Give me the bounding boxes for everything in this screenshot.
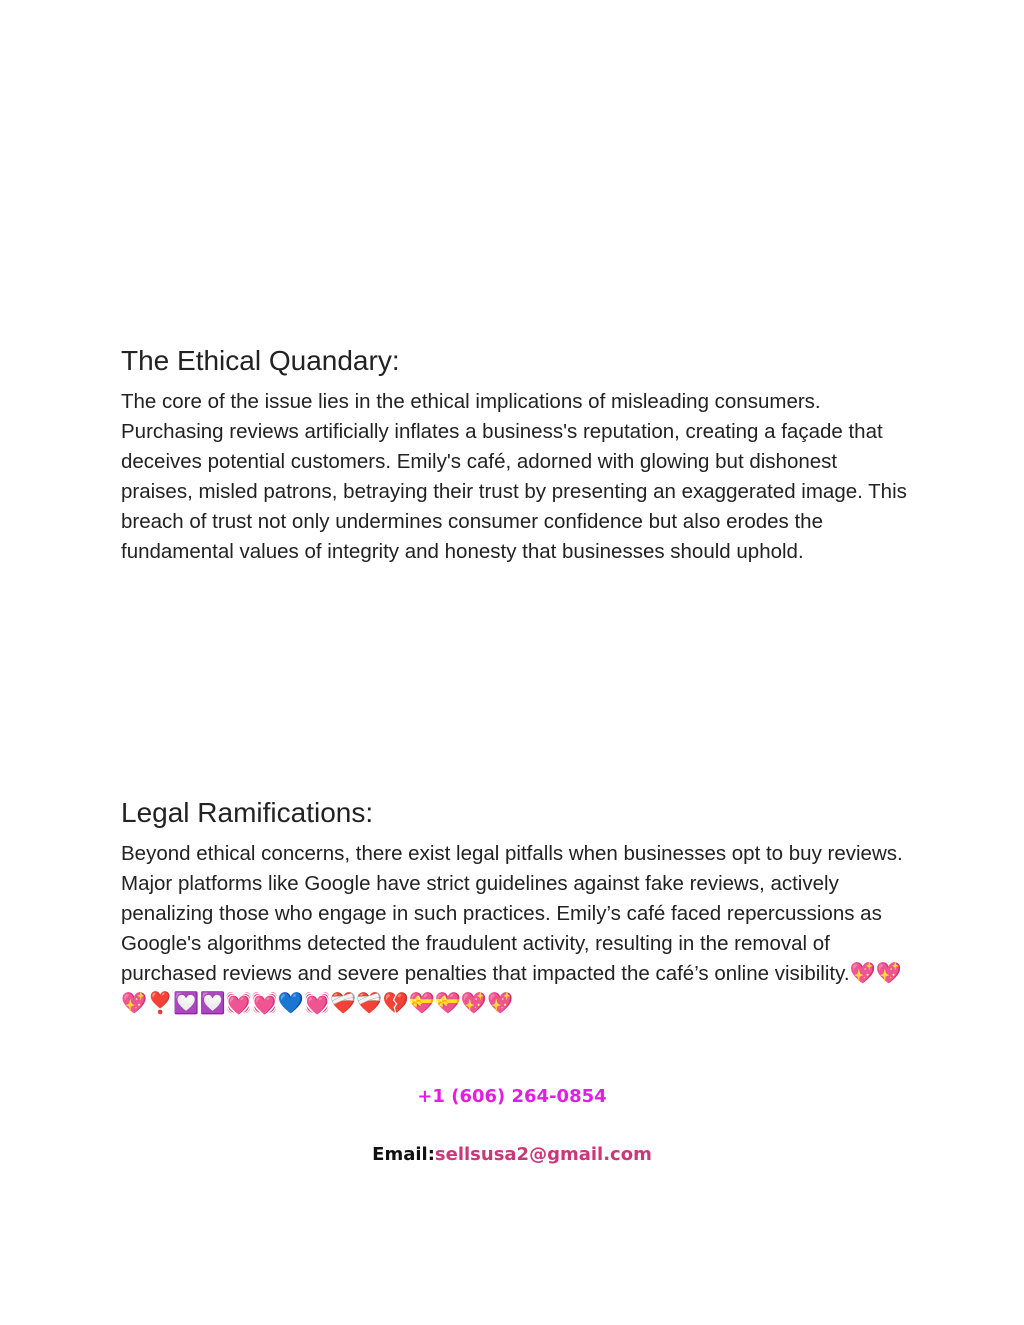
email-label: Email:: [372, 1144, 435, 1165]
email-line: [0, 1142, 1024, 1168]
heart-emoji-icons: 💖💖💖❣️💟💟💓💓💙💓❤️‍🩹❤️‍🩹💔💝💝💖💖: [121, 962, 902, 1015]
section-paragraph: The core of the issue lies in the ethical implications of misleading consumers. Purchasing reviews artificially inflates a business's reputation, creating a façade that deceives potential customers. Emily's café, adorned with glowing but dishonest praises, misled patrons, betraying their trust by presenting an exaggerated image. This breach of trust not only undermines consumer confidence but also erodes the fundamental values of integrity and honesty that businesses should uphold.: [121, 390, 907, 563]
section-heading: Legal Ramifications:: [121, 797, 374, 828]
email-link[interactable]: sellsusa2@gmail.com: [434, 1144, 652, 1165]
section-legal-ramifications: [121, 793, 911, 1019]
paragraph-text: Beyond ethical concerns, there exist legal pitfalls when businesses opt to buy reviews. Major platforms like Google have strict guidelines against fake reviews, actively penalizing those who engage in such practices. Emily’s café faced repercussions as Google's algorithms detected the fraudulent activity, resulting in the removal of purchased reviews and severe penalties that impacted the café’s online visibility.: [121, 842, 903, 985]
phone-number[interactable]: +1 (606) 264-0854: [417, 1086, 607, 1107]
section-heading: The Ethical Quandary:: [121, 345, 400, 376]
section-ethical-quandary: [121, 341, 911, 567]
section-paragraph: [121, 839, 911, 1019]
